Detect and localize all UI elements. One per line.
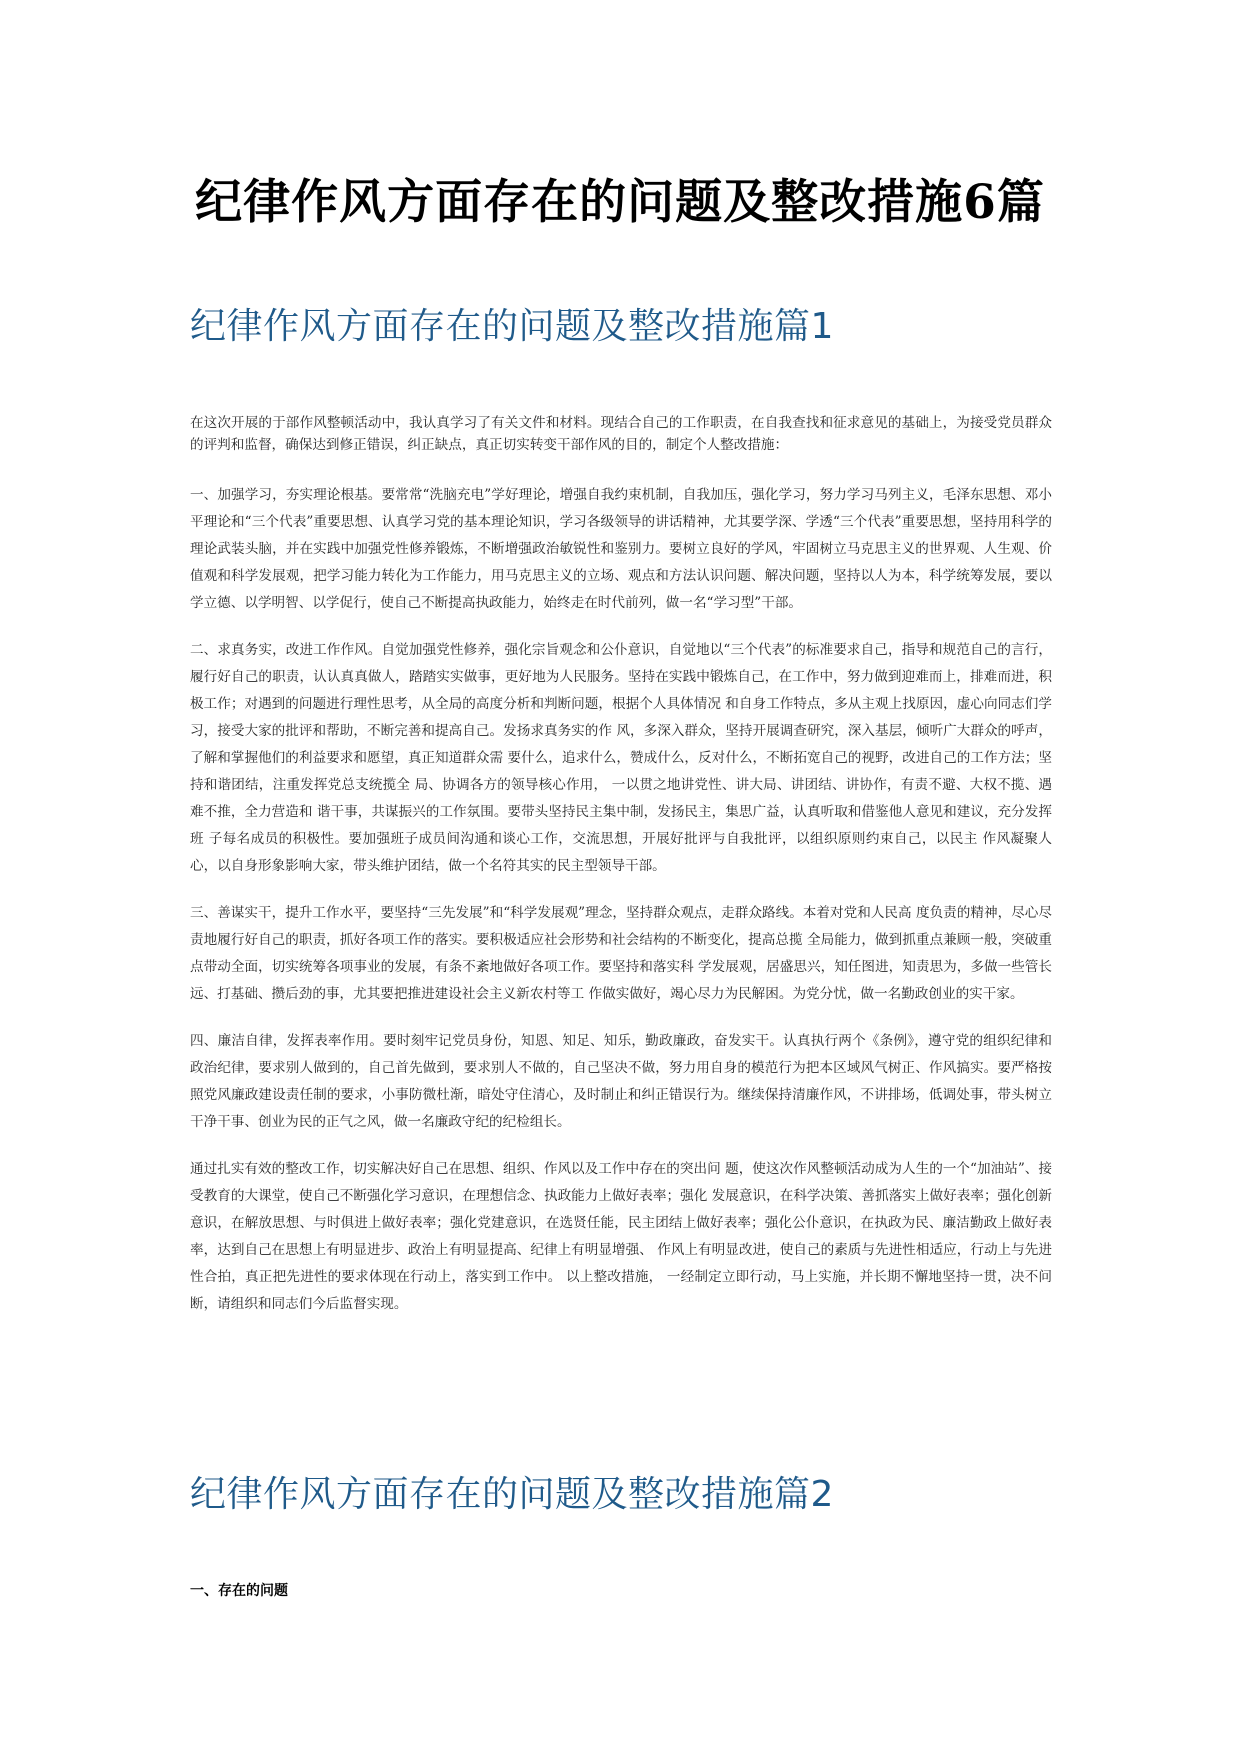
section-1-paragraph-practical: 三、善谋实干，提升工作水平，要坚持“三先发展”和“科学发展观”理念，坚持群众观点，走群众路线。本着对党和人民高 度负责的精神，尽心尽责地履行好自己的职责，抓好各项工作的落实。要积极适应社会形势和社会结构的不断变化，提高总揽 全局能力，做到抓重点兼顾一般，突破重点带动全面，切实统筹各项事业的发展，有条不紊地做好各项工作。要坚持和落实科 学发展观，居盛思兴，知任图进，知责思为，多做一些管长远、打基础、攒后劲的事，尤其要把推进建设社会主义新农村等工 作做实做好，竭心尽力为民解困。为党分忧，做一名勤政创业的实干家。	[190, 905, 1052, 1002]
section-1-paragraph-conclusion: 通过扎实有效的整改工作，切实解决好自己在思想、组织、作风以及工作中存在的突出问 题，使这次作风整顿活动成为人生的一个“加油站”、接受教育的大课堂，使自己不断强化学习意识，在理想信念、执政能力上做好表率；强化 发展意识，在科学决策、善抓落实上做好表率；强化创新意识，在解放思想、与时俱进上做好表率；强化党建意识，在选贤任能，民主团结上做好表率；强化公仆意识，在执政为民、廉洁勤政上做好表率，达到自己在思想上有明显进步、政治上有明显提高、纪律上有明显增强、 作风上有明显改进，使自己的素质与先进性相适应，行动上与先进性合拍，真正把先进性的要求体现在行动上，落实到工作中。 以上整改措施， 一经制定立即行动，马上实施，并长期不懈地坚持一贯，决不问断，请组织和同志们今后监督实现。	[190, 1161, 1052, 1312]
section-1-paragraph-integrity: 四、廉洁自律，发挥表率作用。要时刻牢记党员身份，知恩、知足、知乐，勤政廉政，奋发实干。认真执行两个《条例》，遵守党的组织纪律和政治纪律，要求别人做到的，自己首先做到，要求别人不做的，自己坚决不做，努力用自身的模范行为把本区域风气树正、作风搞实。要严格按照党风廉政建设责任制的要求，小事防微杜渐，暗处守住清心，及时制止和纠正错误行为。继续保持清廉作风，不讲排场，低调处事，带头树立干净干事、创业为民的正气之风，做一名廉政守纪的纪检组长。	[190, 1033, 1052, 1130]
section-1-body	[190, 412, 1052, 1338]
section-2-subheading: 一、存在的问题	[190, 1583, 288, 1599]
section-1-paragraph-work-style: 二、求真务实，改进工作作风。自觉加强党性修养，强化宗旨观念和公仆意识，自觉地以“三个代表”的标准要求自己，指导和规范自己的言行，履行好自己的职责，认认真真做人，踏踏实实做事，更好地为人民服务。坚持在实践中锻炼自己，在工作中，努力做到迎难而上，排难而进，积极工作；对遇到的问题进行理性思考，从全局的高度分析和判断问题，根据个人具体情况 和自身工作特点，多从主观上找原因，虚心向同志们学习，接受大家的批评和帮助，不断完善和提高自己。发扬求真务实的作 风，多深入群众，坚持开展调查研究，深入基层，倾听广大群众的呼声，了解和掌握他们的利益要求和愿望，真正知道群众需 要什么，追求什么，赞成什么，反对什么，不断拓宽自己的视野，改进自己的工作方法；坚持和谐团结，注重发挥党总支统揽全 局、协调各方的领导核心作用， 一以贯之地讲党性、讲大局、讲团结、讲协作，有责不避、大权不揽、遇难不推，全力营造和 谐干事，共谋振兴的工作氛围。要带头坚持民主集中制，发扬民主，集思广益，认真听取和借鉴他人意见和建议，充分发挥班 子每名成员的积极性。要加强班子成员间沟通和谈心工作，交流思想，开展好批评与自我批评，以组织原则约束自己，以民主 作风凝聚人心，以自身形象影响大家，带头维护团结，做一个名符其实的民主型领导干部。	[190, 642, 1052, 874]
section-2-heading: 纪律作风方面存在的问题及整改措施篇2	[190, 1474, 834, 1515]
section-1-intro-paragraph: 在这次开展的于部作风整顿活动中，我认真学习了有关文件和材料。现结合自己的工作职责，在自我查找和征求意见的基础上，为接受党员群众的评判和监督，确保达到修正错误，纠正缺点，真正切实转变干部作风的目的，制定个人整改措施：	[190, 415, 1052, 453]
section-1-paragraph-study: 一、加强学习，夯实理论根基。要常常“洗脑充电”学好理论，增强自我约束机制，自我加压，强化学习，努力学习马列主义，毛泽东思想、邓小平理论和“三个代表”重要思想、认真学习党的基本理论知识，学习各级领导的讲话精神，尤其要学深、学透“三个代表”重要思想，坚持用科学的理论武装头脑，并在实践中加强党性修养锻炼，不断增强政治敏锐性和鉴别力。要树立良好的学风，牢固树立马克思主义的世界观、人生观、价值观和科学发展观，把学习能力转化为工作能力，用马克思主义的立场、观点和方法认识问题、解决问题，坚持以人为本，科学统筹发展，要以学立德、以学明智、以学促行，使自己不断提高执政能力，始终走在时代前列，做一名“学习型”干部。	[190, 487, 1052, 611]
section-1-heading: 纪律作风方面存在的问题及整改措施篇1	[190, 306, 834, 347]
document-title: 纪律作风方面存在的问题及整改措施6篇	[195, 175, 1045, 230]
